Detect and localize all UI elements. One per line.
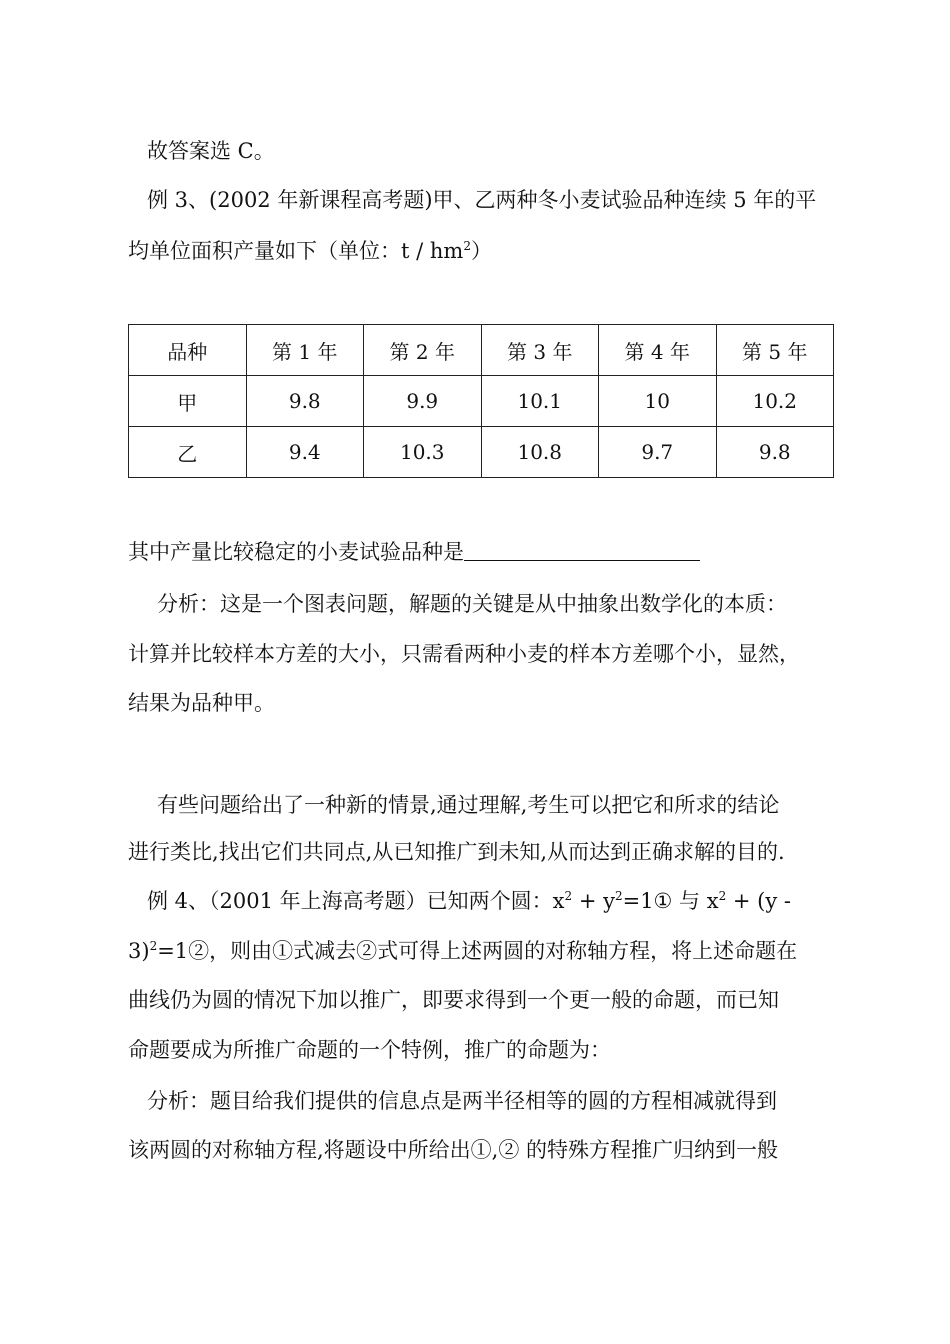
superscript: 2 [149, 939, 158, 953]
table-header-cell: 第 1 年 [246, 325, 364, 376]
table-header-row [129, 325, 834, 376]
table-row [129, 376, 834, 427]
text-span: 该两圆的对称轴方程,将题设中所给出①,② 的特殊方程推广归纳到一般 [128, 1138, 779, 1162]
text-span: 分析：题目给我们提供的信息点是两半径相等的圆的方程相减就得到 [147, 1089, 777, 1113]
table-cell: 乙 [129, 427, 247, 478]
text-span: 命题要成为所推广命题的一个特例，推广的命题为： [128, 1038, 611, 1062]
example-4-line [147, 887, 791, 915]
table-cell: 10.3 [364, 427, 482, 478]
table-header-cell: 第 5 年 [716, 325, 834, 376]
text-span: 进行类比,找出它们共同点,从已知推广到未知,从而达到正确求解的目的. [128, 840, 785, 864]
table-header-cell: 第 3 年 [481, 325, 599, 376]
table-cell: 10.2 [716, 376, 834, 427]
text-span: =1②，则由①式减去②式可得上述两圆的对称轴方程，将上述命题在 [157, 939, 798, 963]
text-line [128, 1036, 611, 1064]
text-line [128, 640, 800, 668]
table-cell: 9.9 [364, 376, 482, 427]
text-line [128, 237, 492, 265]
table-cell: 9.7 [599, 427, 717, 478]
superscript: 2 [614, 889, 623, 903]
text-span: 分析：这是一个图表问题，解题的关键是从中抽象出数学化的本质： [157, 592, 787, 616]
text-line [157, 791, 779, 819]
text-span: 其中产量比较稳定的小麦试验品种是 [128, 540, 464, 564]
text-line [128, 1136, 778, 1164]
table-cell: 10.8 [481, 427, 599, 478]
table-cell: 10.1 [481, 376, 599, 427]
text-line [128, 689, 275, 717]
table-header-cell: 第 4 年 [599, 325, 717, 376]
text-span: 结果为品种甲。 [128, 691, 275, 715]
answer-blank [464, 538, 700, 561]
text-line [128, 838, 785, 866]
analysis-line [157, 590, 787, 618]
analysis-line [147, 1087, 777, 1115]
superscript: 2 [463, 239, 471, 253]
text-span: 曲线仍为圆的情况下加以推广，即要求得到一个更一般的命题，而已知 [128, 988, 779, 1012]
question-line [128, 538, 700, 566]
table-cell: 9.8 [716, 427, 834, 478]
superscript: 2 [564, 889, 573, 903]
table-cell: 9.4 [246, 427, 364, 478]
superscript: 2 [718, 889, 727, 903]
text-span: 有些问题给出了一种新的情景,通过理解,考生可以把它和所求的结论 [157, 793, 780, 817]
example-3-line [147, 186, 816, 214]
yield-table [128, 324, 834, 478]
table-header-cell: 品种 [129, 325, 247, 376]
text-span: + (y - [726, 889, 791, 913]
text-span: + y [572, 889, 615, 913]
table-cell: 10 [599, 376, 717, 427]
text-span: 计算并比较样本方差的大小，只需看两种小麦的样本方差哪个小，显然， [128, 642, 800, 666]
text-span: =1① 与 x [622, 889, 719, 913]
text-span: 3) [128, 939, 150, 963]
table-cell: 9.8 [246, 376, 364, 427]
text-span: ） [470, 239, 492, 263]
text-span: 故答案选 C。 [147, 139, 275, 163]
text-line [128, 937, 797, 965]
text-span: 均单位面积产量如下（单位：t / hm [128, 239, 464, 263]
text-span: 例 3、(2002 年新课程高考题)甲、乙两种冬小麦试验品种连续 5 年的平 [147, 188, 817, 212]
text-line [147, 137, 275, 165]
table-cell: 甲 [129, 376, 247, 427]
text-line [128, 986, 779, 1014]
text-span: 例 4、（2001 年上海高考题）已知两个圆：x [147, 889, 565, 913]
table-header-cell: 第 2 年 [364, 325, 482, 376]
table-row [129, 427, 834, 478]
